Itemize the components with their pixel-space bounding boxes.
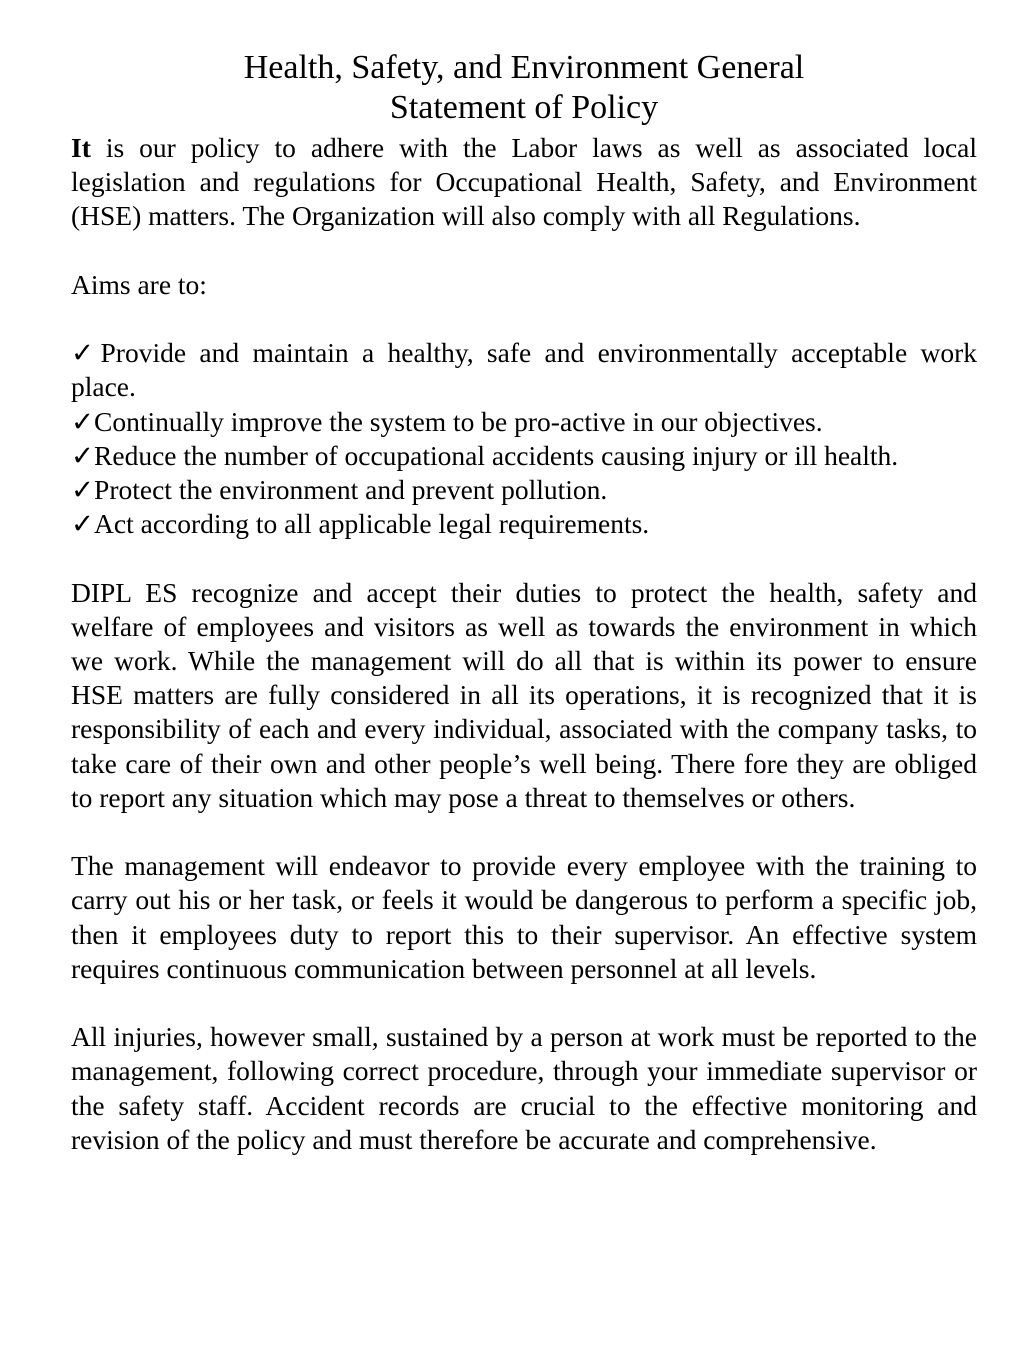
intro-paragraph <box>71 131 977 234</box>
title-line-2: Statement of Policy <box>389 89 659 126</box>
training-paragraph: The management will endeavor to provide every employee with the training to carry out his or her task, or feels it would be dangerous to perform a specific job, then it employees duty to report this to their supervisor. An effective system requires continuous communication between personnel at all levels. <box>71 850 977 984</box>
aim-item <box>71 507 977 541</box>
intro-lead-word: It <box>71 132 91 163</box>
aims-heading: Aims are to: <box>71 268 207 300</box>
aim-item <box>71 405 977 439</box>
title-line-1: Health, Safety, and Environment General <box>243 49 805 86</box>
aim-text: Provide and maintain a healthy, safe and environmentally acceptable work place. <box>71 337 978 403</box>
document-title <box>71 48 977 128</box>
aim-text: Reduce the number of occupational accidents causing injury or ill health. <box>94 439 899 471</box>
checkmark-icon: ✓ <box>71 439 95 471</box>
aim-item <box>71 439 977 473</box>
aim-text: Protect the environment and prevent pollution. <box>94 474 608 505</box>
checkmark-icon: ✓ <box>71 405 95 437</box>
policy-document <box>71 48 977 1157</box>
aim-item <box>71 473 977 507</box>
checkmark-icon: ✓ <box>71 474 95 505</box>
duties-paragraph: DIPL ES recognize and accept their duties to protect the health, safety and welfare of employees and visitors as well as towards the environment in which we work. While the management will do all that is within its power to ensure HSE matters are fully considered in all its operations, it is recognized that it is responsibility of each and every individual, associated with the company tasks, to take care of their own and other people’s well being. There fore they are obliged to report any situation which may pose a threat to themselves or others. <box>71 576 977 813</box>
aim-item <box>71 336 977 404</box>
checkmark-icon: ✓ <box>71 337 101 369</box>
aims-list <box>71 336 977 541</box>
aim-text: Continually improve the system to be pro-active in our objectives. <box>94 405 823 437</box>
aim-text: Act according to all applicable legal requirements. <box>94 508 650 540</box>
intro-text: is our policy to adhere with the Labor laws as well as associated local legislation and regulations for Occupational Health, Safety, and Environment (HSE) matters. The Organization will also comply with all Regulations. <box>71 132 977 232</box>
checkmark-icon: ✓ <box>71 508 95 540</box>
injuries-paragraph: All injuries, however small, sustained by a person at work must be reported to the management, following correct procedure, through your immediate supervisor or the safety staff. Accident records are crucial to the effective monitoring and revision of the policy and must therefore be accurate and comprehensive. <box>71 1021 977 1155</box>
